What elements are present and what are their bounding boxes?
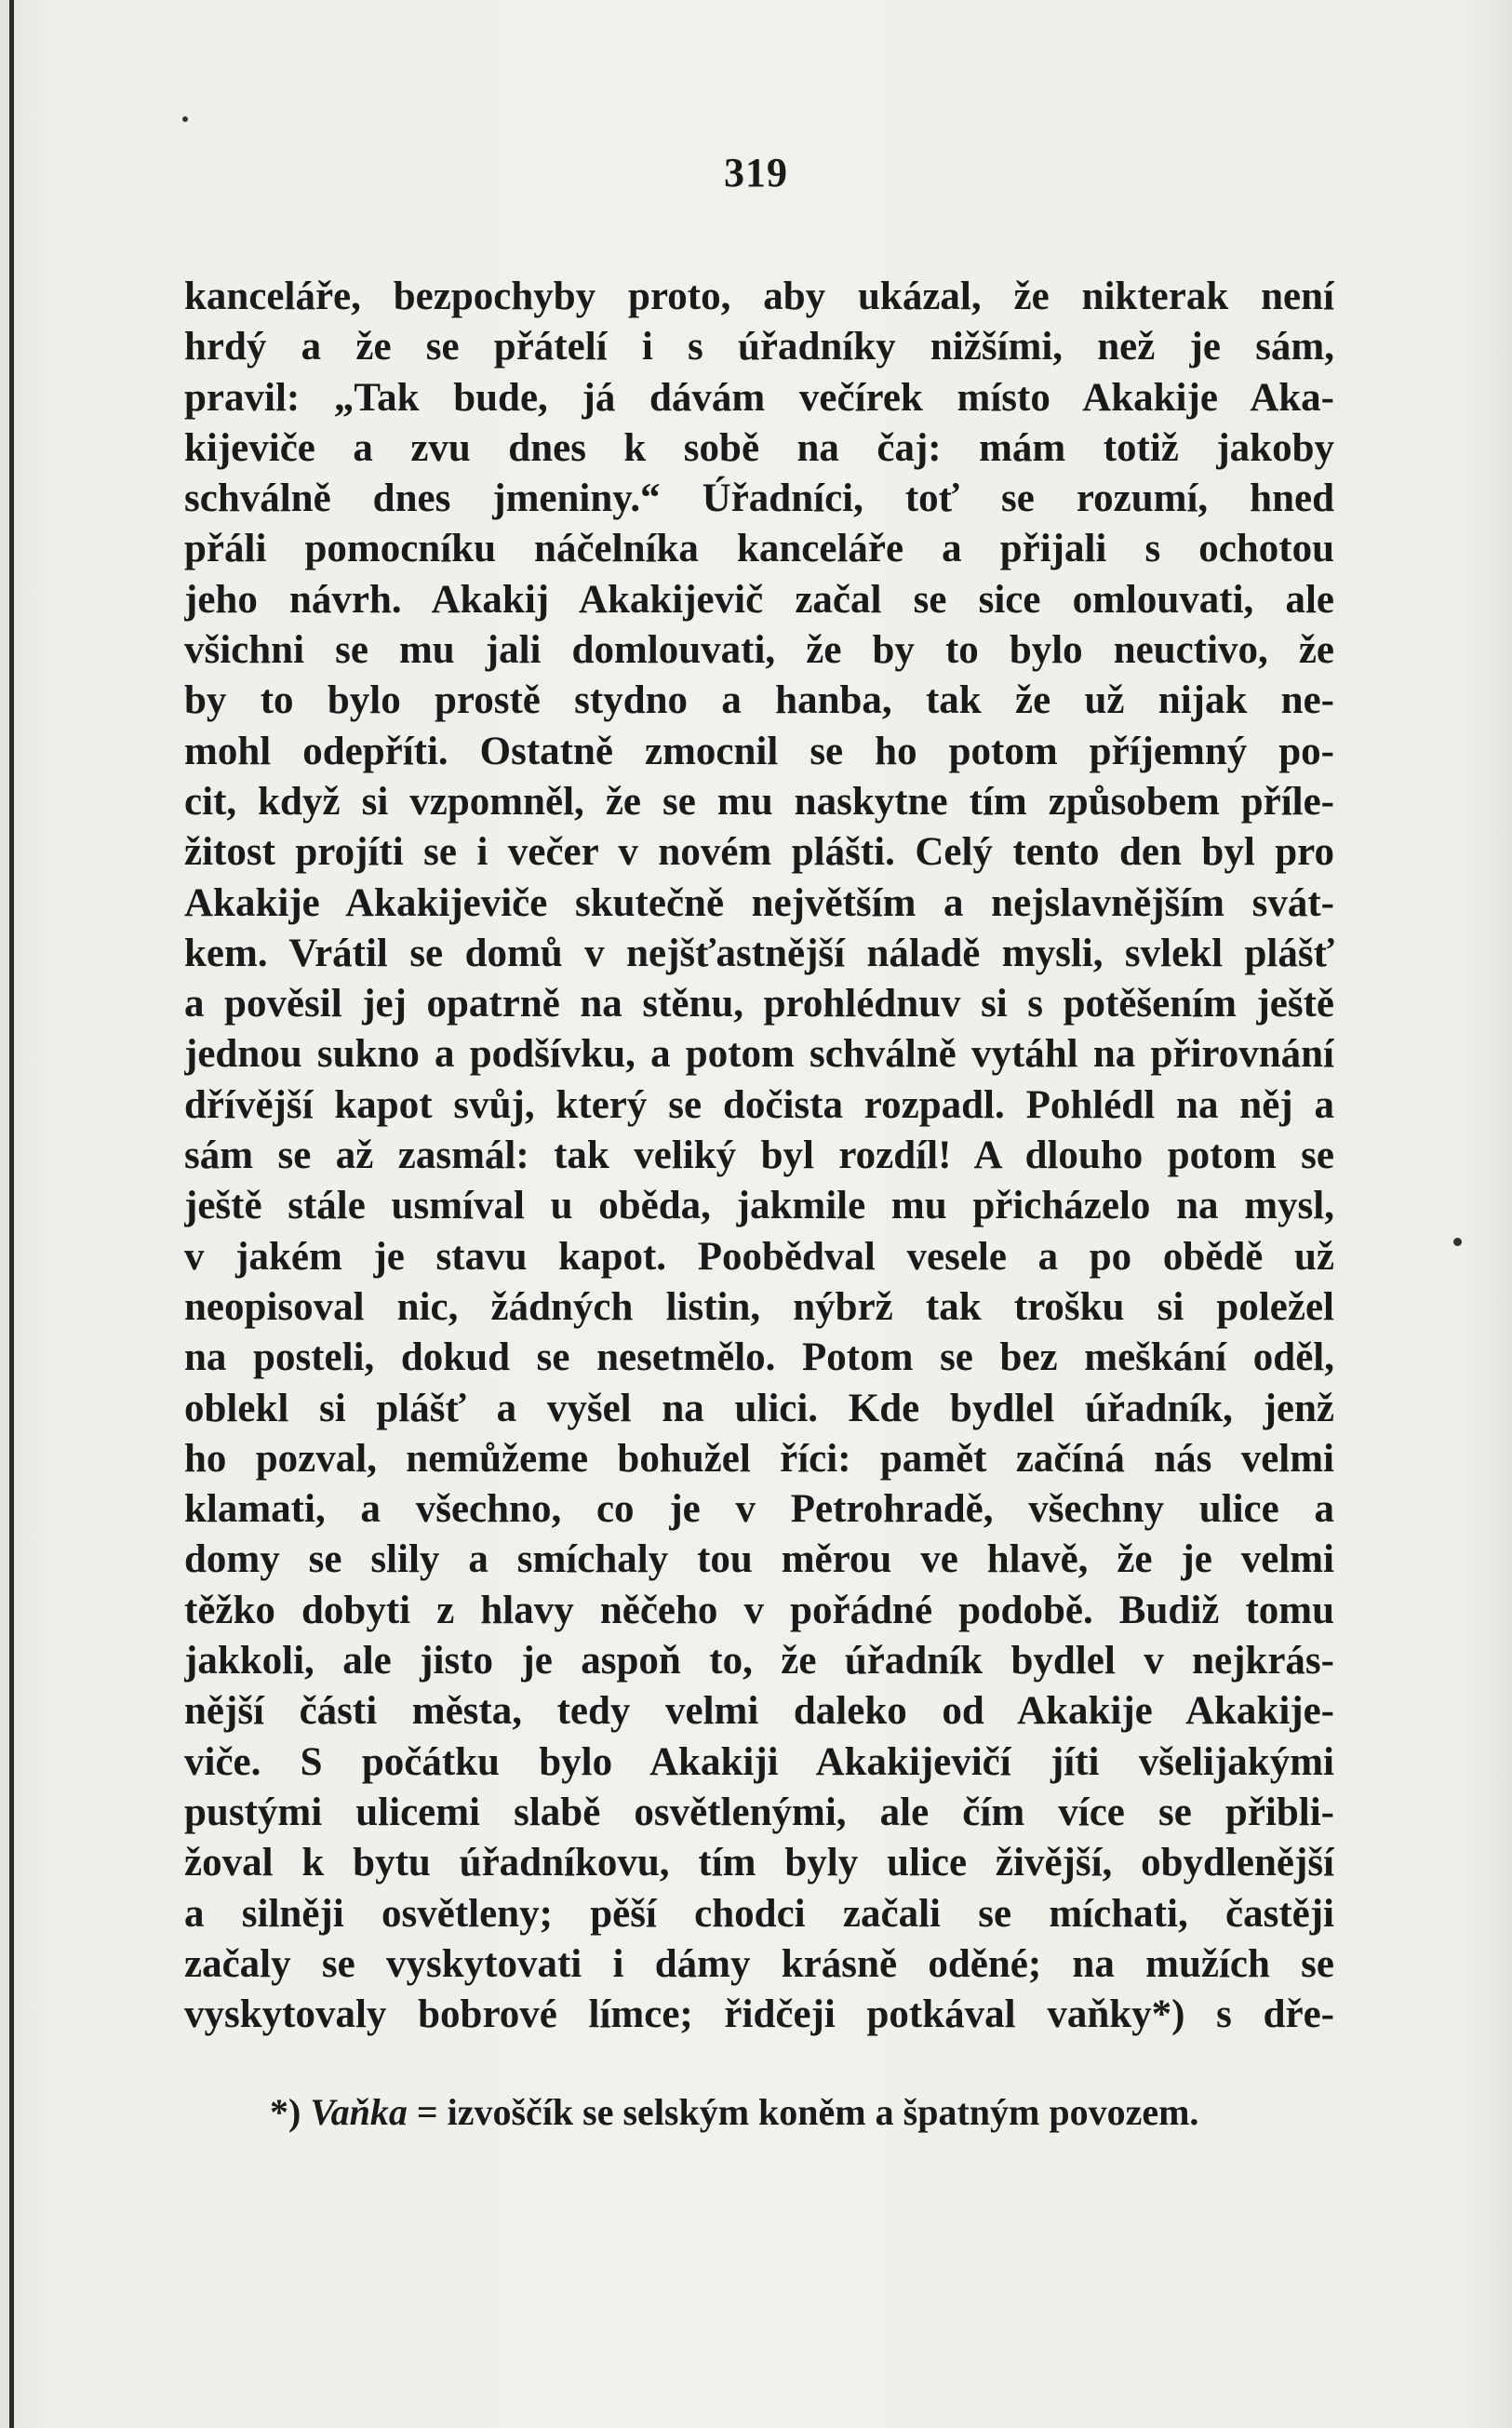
page-edge-rule [9, 0, 14, 2428]
text-line: dřívější kapot svůj, který se dočista rozpadl. Pohlédl na něj a [184, 1082, 1334, 1127]
text-line: jednou sukno a podšívku, a potom schválně vytáhl na přirovnání [184, 1032, 1334, 1077]
text-line: v jakém je stavu kapot. Poobědval vesele a po obědě už [184, 1234, 1334, 1279]
footnote [270, 2088, 1334, 2137]
text-line: Akakije Akakijeviče skutečně největším a nejslavnějším svát- [184, 880, 1334, 925]
text-line: domy se slily a smíchaly tou měrou ve hlavě, že je velmi [184, 1537, 1334, 1582]
text-line: oblekl si plášť a vyšel na ulici. Kde bydlel úřadník, jenž [184, 1386, 1334, 1430]
text-line: pravil: „Tak bude, já dávám večírek místo Akakije Aka- [184, 375, 1334, 420]
body-text [184, 272, 1334, 2040]
text-line: těžko dobyti z hlavy něčeho v pořádné podobě. Budiž tomu [184, 1588, 1334, 1632]
text-line: neopisoval nic, žádných listin, nýbrž tak trošku si poležel [184, 1284, 1334, 1329]
text-line: žitost projíti se i večer v novém plášti. Celý tento den byl pro [184, 830, 1334, 875]
footnote-definition: izvoščík se selským koněm a špatným povozem. [447, 2091, 1199, 2133]
text-line: přáli pomocníku náčelníka kanceláře a přijali s ochotou [184, 527, 1334, 571]
page-number: 319 [724, 150, 788, 195]
text-line: a pověsil jej opatrně na stěnu, prohlédnuv si s potěšením ještě [184, 982, 1334, 1026]
text-line: jakkoli, ale jisto je aspoň to, že úřadník bydlel v nejkrás- [184, 1639, 1334, 1684]
text-line: ještě stále usmíval u oběda, jakmile mu přicházelo na mysl, [184, 1184, 1334, 1228]
text-line: mohl odepříti. Ostatně zmocnil se ho potom příjemný po- [184, 729, 1334, 773]
footnote-equals: = [416, 2091, 438, 2133]
print-speck [182, 116, 188, 122]
text-line: klamati, a všechno, co je v Petrohradě, všechny ulice a [184, 1487, 1334, 1532]
print-speck [1453, 1238, 1462, 1246]
text-line: cit, když si vzpomněl, že se mu naskytne tím způsobem příle- [184, 779, 1334, 824]
text-line: a silněji osvětleny; pěší chodci začali se míchati, častěji [184, 1891, 1334, 1936]
text-line: na posteli, dokud se nesetmělo. Potom se bez meškání oděl, [184, 1335, 1334, 1380]
text-line: žoval k bytu úřadníkovu, tím byly ulice živější, obydlenější [184, 1841, 1334, 1885]
text-line: schválně dnes jmeniny.“ Úřadníci, toť se rozumí, hned [184, 476, 1334, 521]
text-line: vyskytovaly bobrové límce; řidčeji potkával vaňky*) s dře- [184, 1992, 1334, 2037]
text-line: pustými ulicemi slabě osvětlenými, ale čím více se přibli- [184, 1790, 1334, 1834]
text-line: kanceláře, bezpochyby proto, aby ukázal, že nikterak není [184, 275, 1334, 318]
text-line: viče. S počátku bylo Akakiji Akakijevičí jíti všelijakými [184, 1739, 1334, 1784]
footnote-term: Vaňka [310, 2091, 408, 2133]
text-line: všichni se mu jali domlouvati, že by to bylo neuctivo, že [184, 628, 1334, 673]
text-line: kijeviče a zvu dnes k sobě na čaj: mám totiž jakoby [184, 425, 1334, 470]
text-line: kem. Vrátil se domů v nejšťastnější náladě mysli, svlekl plášť [184, 931, 1334, 975]
text-line: hrdý a že se přátelí i s úřadníky nižšími, než je sám, [184, 325, 1334, 369]
text-line: jeho návrh. Akakij Akakijevič začal se sice omlouvati, ale [184, 577, 1334, 622]
text-line: ho pozval, nemůžeme bohužel říci: pamět začíná nás velmi [184, 1436, 1334, 1481]
footnote-marker: *) [270, 2091, 301, 2133]
text-line: by to bylo prostě stydno a hanba, tak že už nijak ne- [184, 678, 1334, 723]
text-line: sám se až zasmál: tak veliký byl rozdíl! A dlouho potom se [184, 1134, 1334, 1178]
text-line: nější části města, tedy velmi daleko od Akakije Akakije- [184, 1689, 1334, 1734]
text-line: začaly se vyskytovati i dámy krásně oděné; na mužích se [184, 1941, 1334, 1986]
